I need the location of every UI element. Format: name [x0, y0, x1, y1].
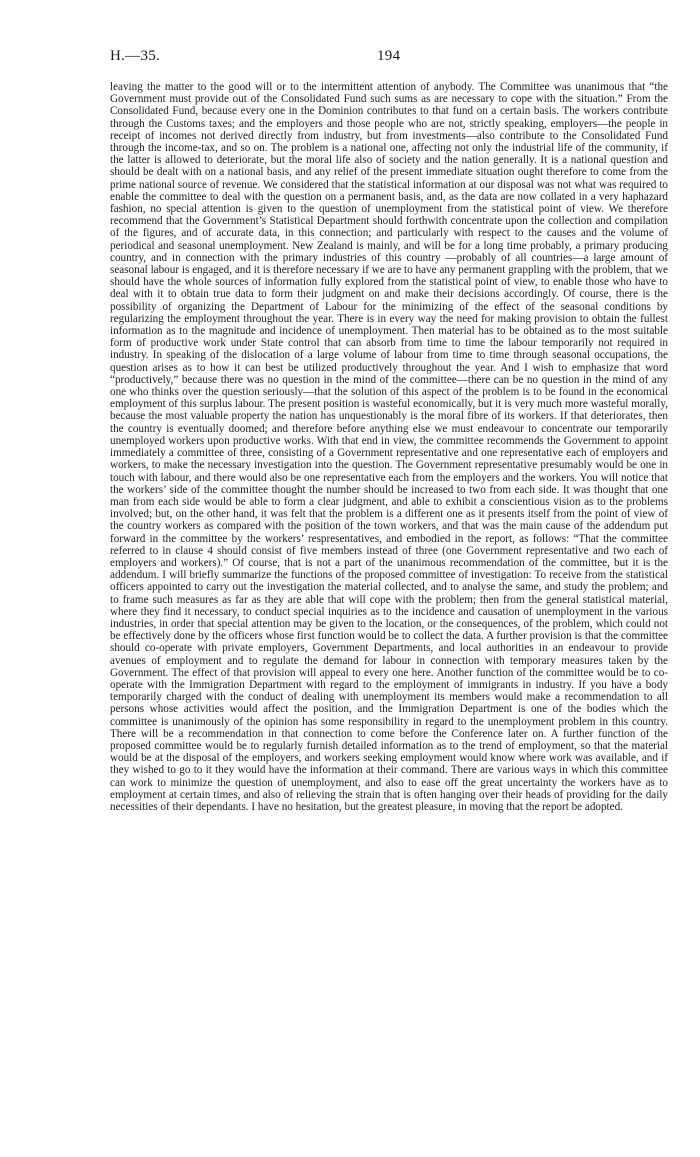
page-number: 194: [377, 48, 401, 64]
document-reference: H.—35.: [110, 48, 161, 64]
body-paragraph: leaving the matter to the good will or to the intermittent attention of anybody. The Committee was unanimous that “the Government must provide out of the Consolidated Fund such sums as are necessary to cope with the situation.” From the Consolidated Fund, because every one in the Dominion contributes to that fund on a certain basis. The workers contribute through the Customs taxes; and the employers and those people who are not, strictly speaking, employers—the people in receipt of incomes not derived directly from industry, but from investments—also contribute to the Consolidated Fund through the income-tax, and so on. The problem is a national one, affecting not only the industrial life of the community, if the latter is allowed to deteriorate, but the moral life also of society and the nation generally. It is a national question and should be dealt with on a national basis, and any relief of the present immediate situation ought therefore to come from the prime national source of revenue. We considered that the statistical information at our disposal was not what was required to enable the committee to deal with the question on a permanent basis, and, as the data are now collated in a very haphazard fashion, no special attention is given to the question of unemployment from the statistical point of view. We therefore recommend that the Government’s Statistical Department should forthwith concentrate upon the collection and compilation of the figures, and of accurate data, in this connection; and particularly with respect to the causes and the volume of periodical and seasonal unemployment. New Zealand is mainly, and will be for a long time probably, a primary producing country, and in connection with the primary industries of this country —probably of all countries—a large amount of seasonal labour is engaged, and it is therefore necessary if we are to have any permanent grappling with the problem, that we should have the whole sources of information fully explored from the statistical point of view, to enable those who have to deal with it to obtain true data to form their judgment on and make their decisions accordingly. Of course, there is the possibility of organizing the Department of Labour for the minimizing of the effect of the seasonal conditions by regularizing the employment throughout the year. There is in every way the need for making provision to obtain the fullest information as to the magnitude and incidence of unemployment. Then material has to be obtained as to the most suitable form of productive work under State control that can absorb from time to time the labour temporarily not required in industry. In speaking of the dislocation of a large volume of labour from time to time through seasonal occupations, the question arises as to how it can best be utilized productively throughout the year. And I wish to emphasize that word “productively,” because there was no question in the mind of the committee—there can be no question in the mind of any one who thinks over the question seriously—that the solution of this aspect of the problem is to be found in the economical employment of this surplus labour. The present position is wasteful economically, but it is very much more wasteful morally, because the most valuable property the nation has unquestionably is the moral fibre of its workers. If that deteriorates, then the country is eventually doomed; and therefore before anything else we must endeavour to concentrate our temporarily unemployed workers upon productive works. With that end in view, the committee recommends the Government to appoint immediately a committee of three, consisting of a Government representative and one representative each of employers and workers, to make the necessary investigation into the question. The Government representative presumably would be one in touch with labour, and there would also be one representative each from the employers and the workers. You will notice that the workers’ side of the committee thought the number should be increased to two from each side. It was thought that one man from each side would be able to form a clear judgment, and able to exhibit a conscientious vision as to the problems involved; but, on the other hand, it was felt that the problem is a different one as it presents itself from the point of view of the country workers as compared with the position of the town workers, and that was the main cause of the addendum put forward in the committee by the workers’ respresentatives, and embodied in the report, as follows: “That the committee referred to in clause 4 should consist of five members instead of three (one Government representative and two each of employers and workers).” Of course, that is not a part of the unanimous recommendation of the committee, but it is the addendum. I will briefly summarize the functions of the proposed committee of investigation: To receive from the statistical officers appointed to carry out the investigation the material collected, and to analyse the same, and study the problem; and to frame such measures as far as they are able that will cope with the problem; then from the general statistical material, where they find it necessary, to conduct special inquiries as to the incidence and causation of unemployment in the various industries, in order that special attention may be given to the location, or the consequences, of the problem, which could not be effectively done by the officers whose first function would be to collect the data. A further provision is that the committee should co-operate with private employers, Government Departments, and local authorities in an endeavour to provide avenues of employment and to regulate the demand for labour in connection with temporary measures taken by the Government. The effect of that provision will appeal to every one here. Another function of the committee would be to co-operate with the Immigration Department with regard to the employment of immigrants in industry. If you have a body temporarily charged with the conduct of dealing with unemployment its members would make a recommendation to all persons whose activities would affect the position, and the Immigration Department is one of the bodies which the committee is unanimously of the opinion has some responsibility in regard to the unemployment problem in this country. There will be a recommendation in that connection to come before the Conference later on. A further function of the proposed committee would be to regularly furnish detailed information as to the trend of employment, so that the material would be at the disposal of the employers, and workers seeking employment would know where work was available, and if they wished to go to it they would have the information at their command. There are various ways in which this committee can work to minimize the question of unemployment, and also to ease off the great uncertainty the workers have as to employment at certain times, and also of relieving the strain that is often hanging over their heads of providing for the daily necessities of their dependants. I have no hesitation, but the greatest pleasure, in moving that the report be adopted.: [110, 81, 668, 813]
page-header: [110, 48, 668, 70]
